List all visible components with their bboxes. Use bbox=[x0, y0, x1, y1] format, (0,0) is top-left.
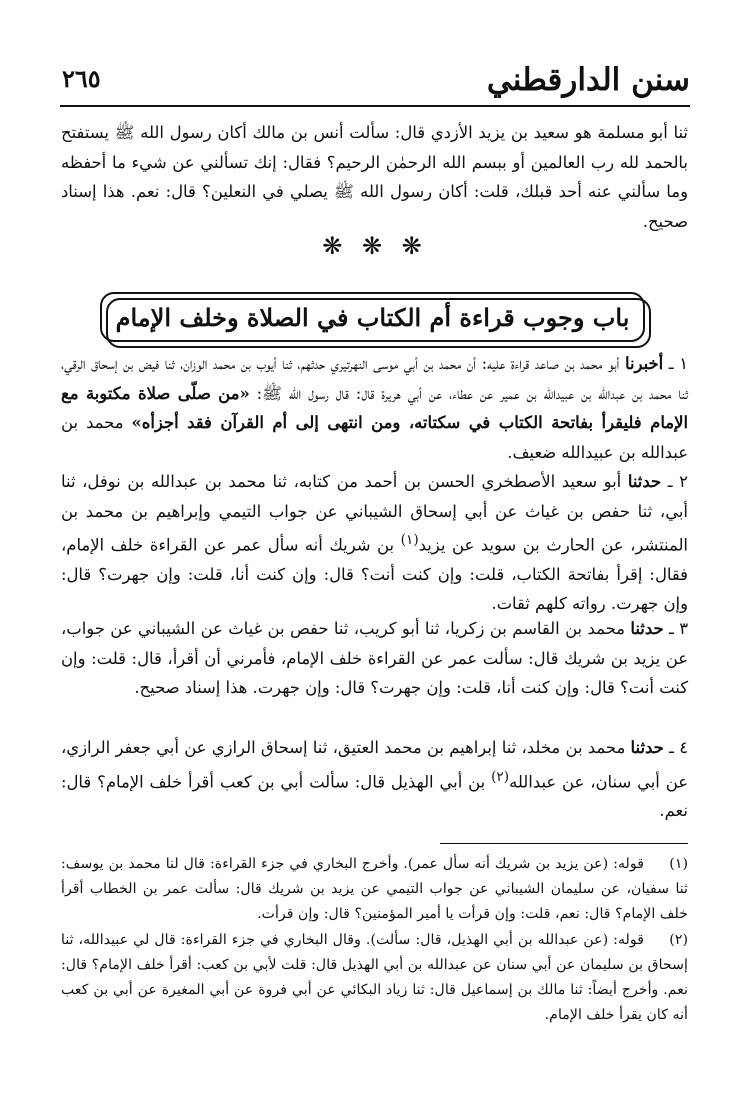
hadith-bold-text: «من صلّى صلاة مكتوبة مع الإمام فليقرأ بفاتحة الكتاب في سكتاته، ومن انتهى إلى أم القرآن فقد أجزأه» bbox=[61, 383, 688, 432]
footnote-number: (٢) bbox=[669, 932, 688, 948]
hadith-number: ١ ـ bbox=[668, 354, 688, 373]
hadith-3 bbox=[61, 614, 688, 703]
footnote-reference: (٢) bbox=[491, 768, 510, 785]
hadith-lead: حدثنا bbox=[630, 619, 664, 638]
footnote-2 bbox=[61, 928, 688, 1028]
hadith-lead: أخبرنا bbox=[624, 354, 664, 373]
chapter-title-box bbox=[100, 292, 645, 342]
footnote-reference: (١) bbox=[400, 532, 419, 548]
footnote-1 bbox=[61, 852, 688, 927]
hadith-text: محمد بن مخلد، ثنا إبراهيم بن محمد العتيق، ثنا إسحاق الرازي عن أبي جعفر الرازي، عن أبي سنان، عن عبدالله bbox=[61, 738, 688, 791]
hadith-lead: حدثنا bbox=[627, 472, 662, 491]
continuation-paragraph: ثنا أبو مسلمة هو سعيد بن يزيد الأزدي قال: سألت أنس بن مالك أكان رسول الله ﷺ يستفتح بالحمد لله رب العالمين أو ببسم الله الرحمٰن الرحيم؟ فقال: إنك تسألني عن شيء ما أحفظه وما سألني عنه أحد قبلك، قلت: أكان رسول الله ﷺ يصلي في النعلين؟ قال: نعم. هذا إسناد صحيح. bbox=[61, 123, 688, 231]
hadith-4 bbox=[61, 733, 688, 826]
footnote-text: قوله: (عن عبدالله بن أبي الهذيل، قال: سألت). وقال البخاري في جزء القراءة: قال لي عبيدالله، ثنا إسحاق بن سليمان عن أبي سنان عن عبدالله بن أبي الهذيل قال: قلت لأبي بن كعب: أقرأ خلف الإمام؟ قال: نعم. وأخرج أيضاً: ثنا مالك بن إسماعيل قال: ثنا زياد البكائي عن أبي فروة عن أبي المغيرة عن أبي بن كعب أنه كان يقرأ خلف الإمام. bbox=[61, 932, 688, 1023]
hadith-text: محمد بن القاسم بن زكريا، ثنا أبو كريب، ثنا حفص بن غياث عن الشيباني عن جواب، عن يزيد بن شريك قال: سألت عمر عن القراءة خلف الإمام، فأمرني أن أقرأ، قال: قلت: وإن كنت أنت؟ قال: وإن كنت أنا، قلت: وإن جهرت؟ قال: وإن جهرت. هذا إسناد صحيح. bbox=[61, 619, 688, 697]
hadith-text-tail: محمد بن عبدالله بن عبيدالله ضعيف. bbox=[61, 413, 688, 462]
hadith-1 bbox=[61, 349, 688, 467]
chapter-title: باب وجوب قراءة أم الكتاب في الصلاة وخلف الإمام bbox=[115, 302, 630, 332]
hadith-text: أبو محمد بن صاعد قراءة عليه: أن محمد بن أبي موسى النهرتيري حدثهم، ثنا أيوب بن محمد الوزان، ثنا فيض بن إسحاق الرقي، ثنا محمد بن عبدالله بن عبيدالله بن عمير عن عطاء، عن أبي هريرة قال: قال رسول الله ﷺ: bbox=[61, 354, 688, 403]
footnote-text: قوله: (عن يزيد بن شريك أنه سأل عمر). وأخرج البخاري في جزء القراءة: قال لنا محمد بن يوسف: ثنا سفيان، عن سليمان الشيباني عن جواب التيمي عن يزيد بن شريك قال: سألت عمر بن الخطاب أقرأ خلف الإمام؟ قال: نعم، قلت: وإن قرأت يا أمير المؤمنين؟ قال: وإن قرأت. bbox=[61, 856, 688, 922]
header-divider bbox=[60, 105, 690, 107]
hadith-number: ٣ ـ bbox=[668, 619, 688, 638]
hadith-text-tail: بن شريك أنه سأل عمر عن القراءة خلف الإمام، فقال: إقرأ بفاتحة الكتاب، قلت: وإن كنت أنت؟ قال: وإن كنت أنا، قلت: وإن جهرت؟ قال: وإن جهرت. رواته كلهم ثقات. bbox=[61, 535, 688, 614]
hadith-number: ٤ ـ bbox=[669, 738, 688, 757]
hadith-lead: حدثنا bbox=[630, 738, 664, 757]
footnote-divider bbox=[440, 843, 688, 844]
section-separator-ornament: ❋ ❋ ❋ bbox=[322, 232, 428, 260]
hadith-number: ٢ ـ bbox=[667, 472, 688, 491]
hadith-text: أبو سعيد الأصطخري الحسن بن أحمد من كتابه، ثنا محمد بن عبدالله بن نوفل، ثنا أبي، ثنا حفص بن غياث عن أبي إسحاق الشيباني عن جواب التيمي وإبراهيم بن محمد بن المنتشر، عن الحارث بن سويد عن يزيد bbox=[61, 472, 688, 555]
page-number: ٢٦٥ bbox=[62, 64, 101, 93]
hadith-2 bbox=[61, 467, 688, 619]
running-header-title: سنن الدارقطني bbox=[486, 62, 690, 98]
footnote-number: (١) bbox=[669, 856, 688, 872]
hadith-text-tail: بن أبي الهذيل قال: سألت أبي بن كعب أقرأ خلف الإمام؟ قال: نعم. bbox=[61, 771, 688, 821]
